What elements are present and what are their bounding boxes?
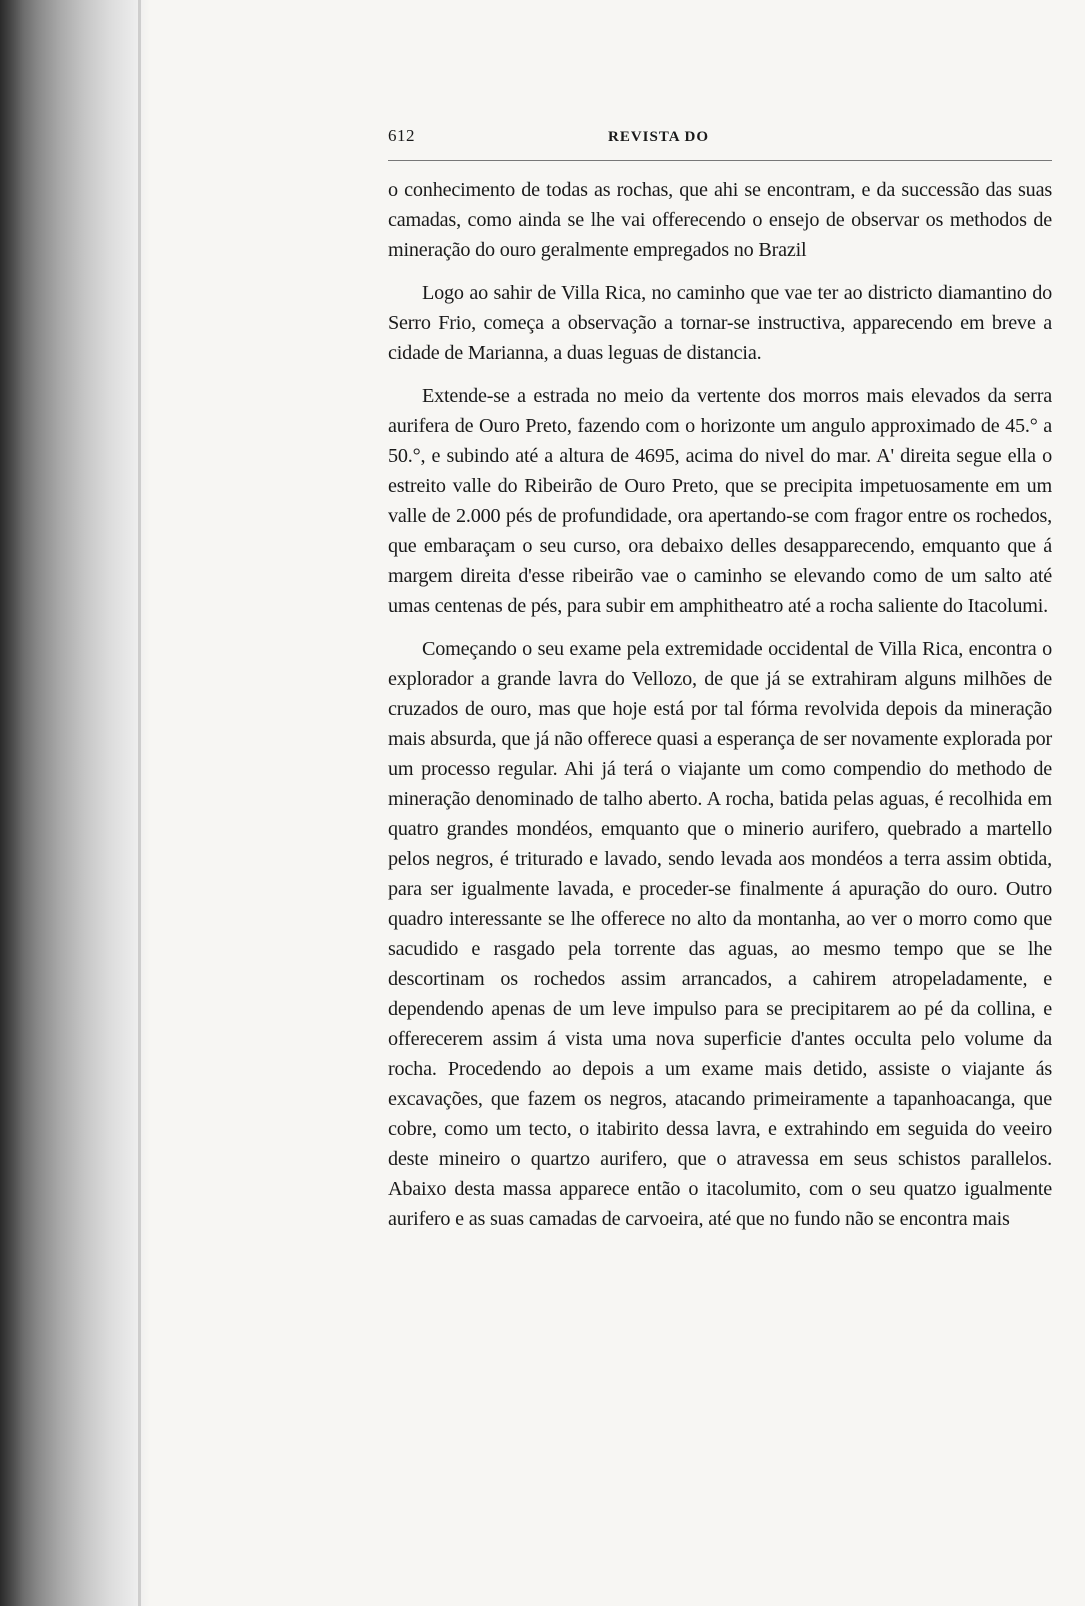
page-number: 612 bbox=[388, 126, 415, 145]
paragraph-3: Extende-se a estrada no meio da vertente dos morros mais elevados da serra aurifera de Ouro Preto, fazendo com o horizonte um angulo approximado de 45.° a 50.°, e subindo até a altura de 4695, acima do nivel do mar. A' direita segue ella o estreito valle do Ribeirão de Ouro Preto, que se precipita impetuosamente em um valle de 2.000 pés de profundidade, ora apertando-se com fragor entre os rochedos, que embaraçam o seu curso, ora debaixo delles desapparecendo, emquanto que á margem direita d'esse ribeirão vae o caminho se elevando como de um salto até umas centenas de pés, para subir em amphitheatro até a rocha saliente do Itacolumi. bbox=[388, 385, 1052, 617]
paragraph-1: o conhecimento de todas as rochas, que ahi se encontram, e da successão das suas camadas, como ainda se lhe vai offerecendo o ensejo de observar os methodos de mineração do ouro geralmente empregados no Brazil bbox=[388, 179, 1052, 261]
page-header bbox=[388, 126, 1052, 160]
book-page bbox=[388, 126, 1052, 1234]
running-title: REVISTA DO bbox=[608, 129, 709, 145]
body-text bbox=[388, 175, 1052, 1234]
book-spine-shadow bbox=[0, 0, 150, 1606]
paragraph-4: Começando o seu exame pela extremidade occidental de Villa Rica, encontra o explorador a grande lavra do Vellozo, de que já se extrahiram alguns milhões de cruzados de ouro, mas que hoje está por tal fórma revolvida depois da mineração mais absurda, que já não offerece quasi a esperança de ser novamente explorada por um processo regular. Ahi já terá o viajante um como compendio do methodo de mineração denominado de talho aberto. A rocha, batida pelas aguas, é recolhida em quatro grandes mondéos, emquanto que o minerio aurifero, quebrado a martello pelos negros, é triturado e lavado, sendo levada aos mondéos a terra assim obtida, para ser igualmente lavada, e proceder-se finalmente á apuração do ouro. Outro quadro interessante se lhe offerece no alto da montanha, ao ver o morro como que sacudido e rasgado pela torrente das aguas, ao mesmo tempo que se lhe descortinam os rochedos assim arrancados, a cahirem atropeladamente, e dependendo apenas de um leve impulso para se precipitarem ao pé da collina, e offerecerem assim á vista uma nova superficie d'antes occulta pelo volume da rocha. Procedendo ao depois a um exame mais detido, assiste o viajante ás excavações, que fazem os negros, atacando primeiramente a tapanhoacanga, que cobre, como um tecto, o itabirito dessa lavra, e extrahindo em seguida do veeiro deste mineiro o quartzo aurifero, que o atravessa em seus schistos parallelos. Abaixo desta massa apparece então o itacolumito, com o seu quatzo igualmente aurifero e as suas camadas de carvoeira, até que no fundo não se encontra mais bbox=[388, 638, 1052, 1230]
paragraph-2: Logo ao sahir de Villa Rica, no caminho que vae ter ao districto diamantino do Serro Frio, começa a observação a tornar-se instructiva, apparecendo em breve a cidade de Marianna, a duas leguas de distancia. bbox=[388, 282, 1052, 364]
page-gutter-edge bbox=[138, 0, 141, 1606]
header-rule bbox=[388, 160, 1052, 161]
